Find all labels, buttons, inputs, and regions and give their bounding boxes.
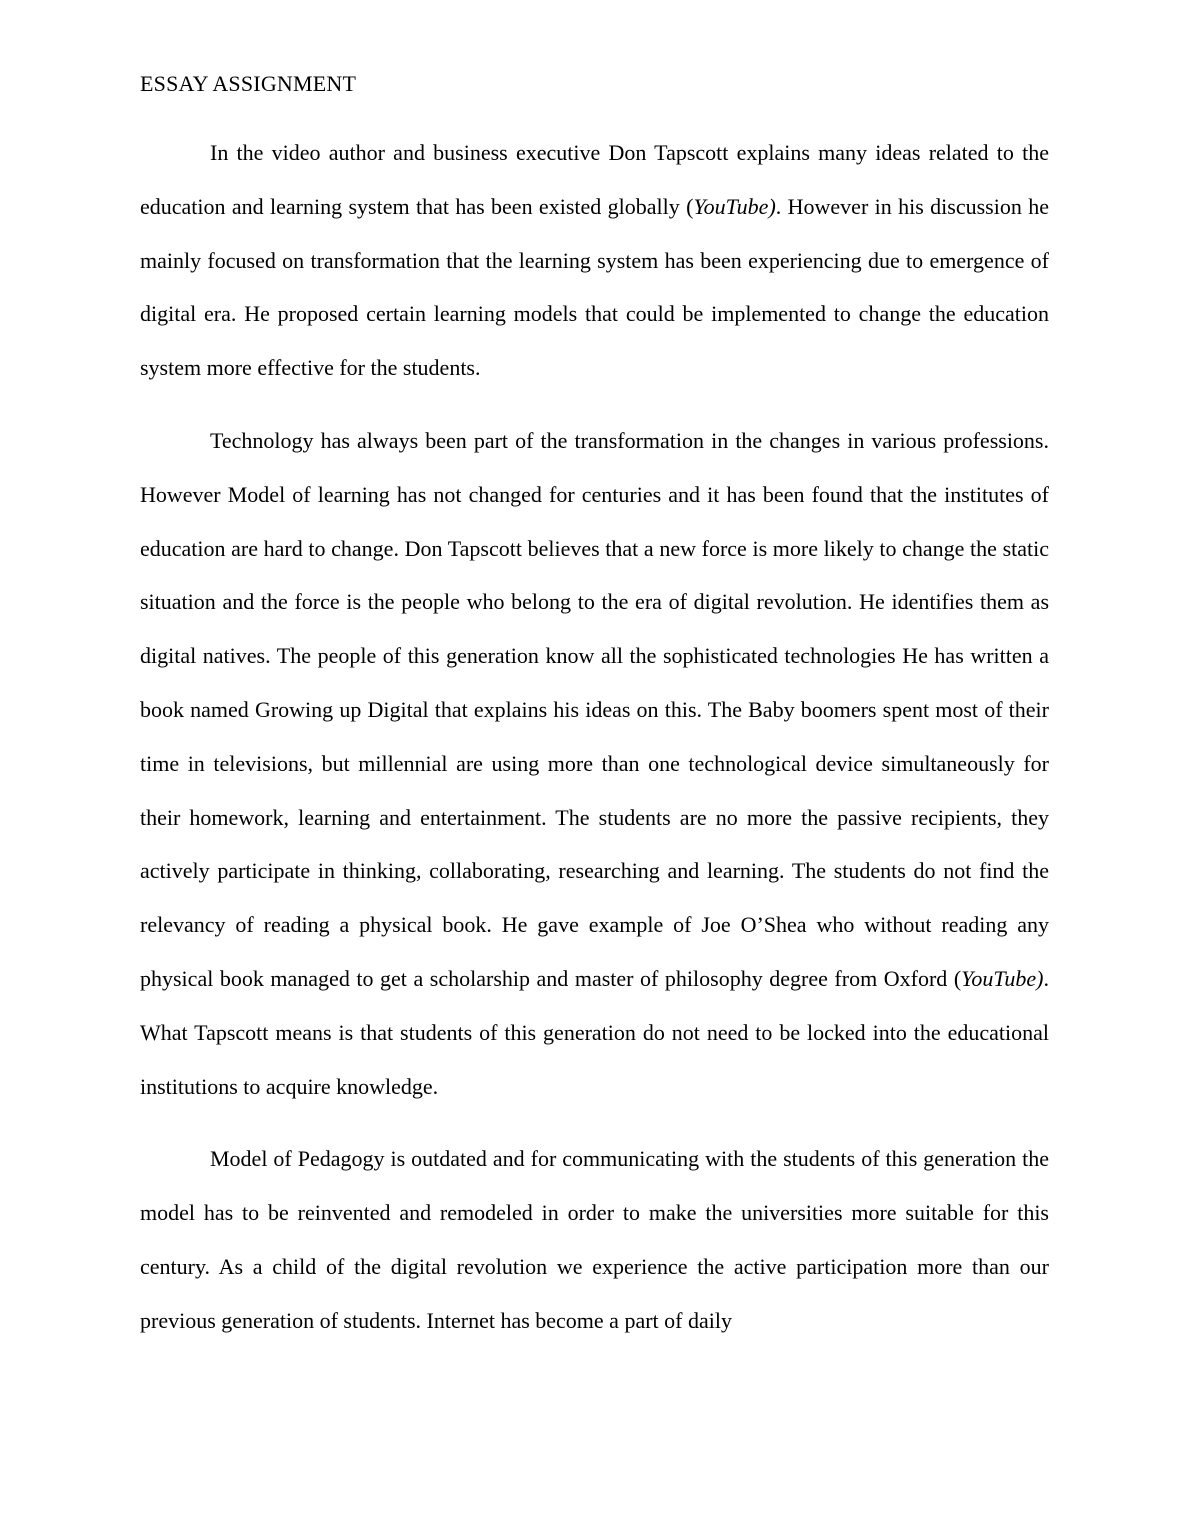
paragraph-2-text-a: Technology has always been part of the transformation in the changes in various professions. However Model of learning has not changed for centuries and it has been found that the institutes of education are hard to change. Don Tapscott believes that a new force is more likely to change the static situation and the force is the people who belong to the era of digital revolution. He identifies them as digital natives. The people of this generation know all the sophisticated technologies He has written a book named Growing up Digital that explains his ideas on this. The Baby boomers spent most of their time in televisions, but millennial are using more than one technological device simultaneously for their homework, learning and entertainment. The students are no more the passive recipients, they actively participate in thinking, collaborating, researching and learning. The students do not find the relevancy of reading a physical book. He gave example of Joe O’Shea who without reading any physical book managed to get a scholarship and master of philosophy degree from Oxford (: [140, 427, 1049, 991]
paragraph-2-citation: YouTube): [961, 965, 1044, 991]
running-header: ESSAY ASSIGNMENT: [140, 71, 357, 96]
paragraph-1-text-b: . However in his discussion he mainly focused on transformation that the learning system has been experiencing due to emergence of digital era. He proposed certain learning models that could be implemented to change the education system more effective for the students.: [140, 193, 1049, 381]
paragraph-3-text-a: Model of Pedagogy is outdated and for communicating with the students of this generation the model has to be reinvented and remodeled in order to make the universities more suitable for this century. As a child of the digital revolution we experience the active participation more than our previous generation of students. Internet has become a part of daily: [140, 1146, 1049, 1333]
paragraph-1-text-a: In the video author and business executive Don Tapscott explains many ideas related to the education and learning system that has been existed globally (: [140, 140, 1049, 219]
paragraph-1-citation: YouTube): [693, 193, 776, 219]
paragraph-3: [140, 1132, 1049, 1347]
paragraph-2-text-b: . What Tapscott means is that students of this generation do not need to be locked into the educational institutions to acquire knowledge.: [140, 965, 1049, 1099]
paragraph-2: [140, 414, 1049, 1113]
paragraph-1: [140, 126, 1049, 395]
essay-body: [140, 126, 1049, 1348]
